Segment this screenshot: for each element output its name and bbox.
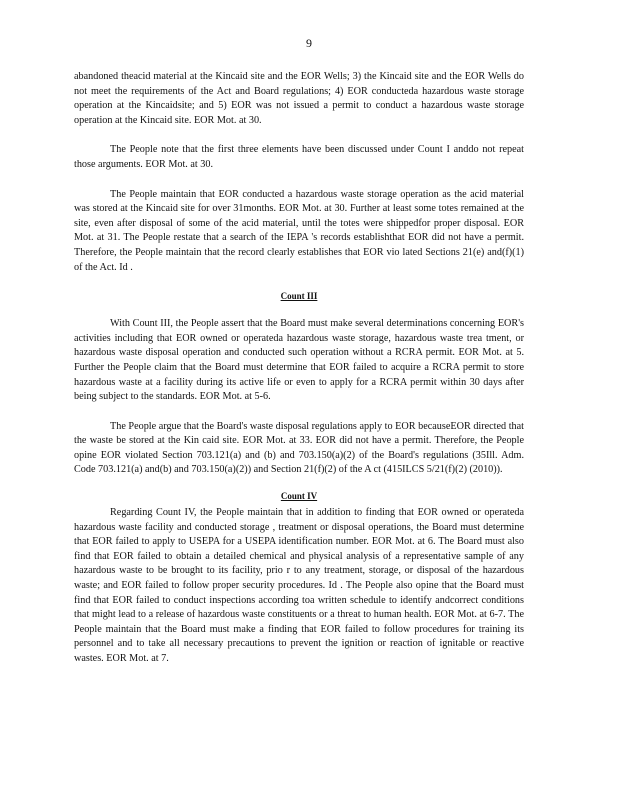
paragraph-people-note: The People note that the first three elements have been discussed under Count I anddo not repeat those arguments. EOR Mot. at 30. — [74, 144, 524, 170]
paragraph-continuation: abandoned theacid material at the Kincaid site and the EOR Wells; 3) the Kincaid site and the EOR Wells do not meet the requirements of the Act and Board regulations; 4) EOR conducteda hazardous waste storage operation at the Kincaidsite; and 5) EOR was not issued a permit to conduct a hazardous waste storage operation at the Kincaid site. EOR Mot. at 30. — [74, 71, 524, 126]
heading-count-iv: Count IV — [280, 491, 318, 502]
paragraph-count-iii: With Count III, the People assert that the Board must make several determinations concerning EOR's activities including that EOR owned or operateda hazardous waste storage, hazardous waste trea tment, or hazardous waste disposal operation and conducted such operation without a RCRA permit. EOR Mot. at 5. Further the People claim that the Board must determine that EOR failed to acquire a RCRA permit to store hazardous waste at a facility during its active life or even to apply for a RCRA permit within 30 days after being subject to the standards. EOR Mot. at 5-6. — [74, 318, 524, 403]
paragraph-count-iv: Regarding Count IV, the People maintain that in addition to finding that EOR owned or operateda hazardous waste facility and conducted storage , treatment or disposal operations, the Board must determine that EOR failed to apply to USEPA for a USEPA identification number. EOR Mot. at 6. The Board must also find that EOR failed to obtain a detailed chemical and physical analysis of a representative sample of any hazardous waste to be brought to its facility, prio r to any treatment, storage, or disposal of the hazardous waste; and EOR failed to follow proper security procedures. Id . The People also opine that the Board must find that EOR failed to conduct inspections according toa written schedule to identify andcorrect conditions that might lead to a release of hazardous waste constituents or a threat to human health. EOR Mot. at 6-7. The People maintain that the Board must make a finding that EOR failed to follow procedures for training its personnel and to take all necessary precautions to prevent the ignition or reaction of ignitable or reactive wastes. EOR Mot. at 7. — [74, 507, 524, 664]
document-body — [74, 70, 524, 667]
paragraph-people-maintain: The People maintain that EOR conducted a hazardous waste storage operation as the acid material was stored at the Kincaid site for over 31months. EOR Mot. at 30. Further at least some totes remained at the site, even after disposal of some of the acid material, until the totes were shippedfor proper disposal. EOR Mot. at 31. The People restate that a search of the IEPA 's records establishthat EOR did not have a permit. Therefore, the People maintain that the record clearly establishes that EOR vio lated Sections 21(e) and(f)(1) of the Act. Id . — [74, 188, 524, 273]
paragraph-people-argue: The People argue that the Board's waste disposal regulations apply to EOR becauseEOR directed that the waste be stored at the Kin caid site. EOR Mot. at 33. EOR did not have a permit. Therefore, the People opine EOR violated Section 703.121(a) and (b) and 703.150(a)(2) of the Board's regulations (35Ill. Adm. Code 703.121(a) and(b) and 703.150(a)(2)) and Section 21(f)(2) of the A ct (415ILCS 5/21(f)(2) (2010)). — [74, 420, 524, 476]
page-number: 9 — [306, 36, 312, 50]
heading-count-iii: Count III — [280, 291, 318, 302]
